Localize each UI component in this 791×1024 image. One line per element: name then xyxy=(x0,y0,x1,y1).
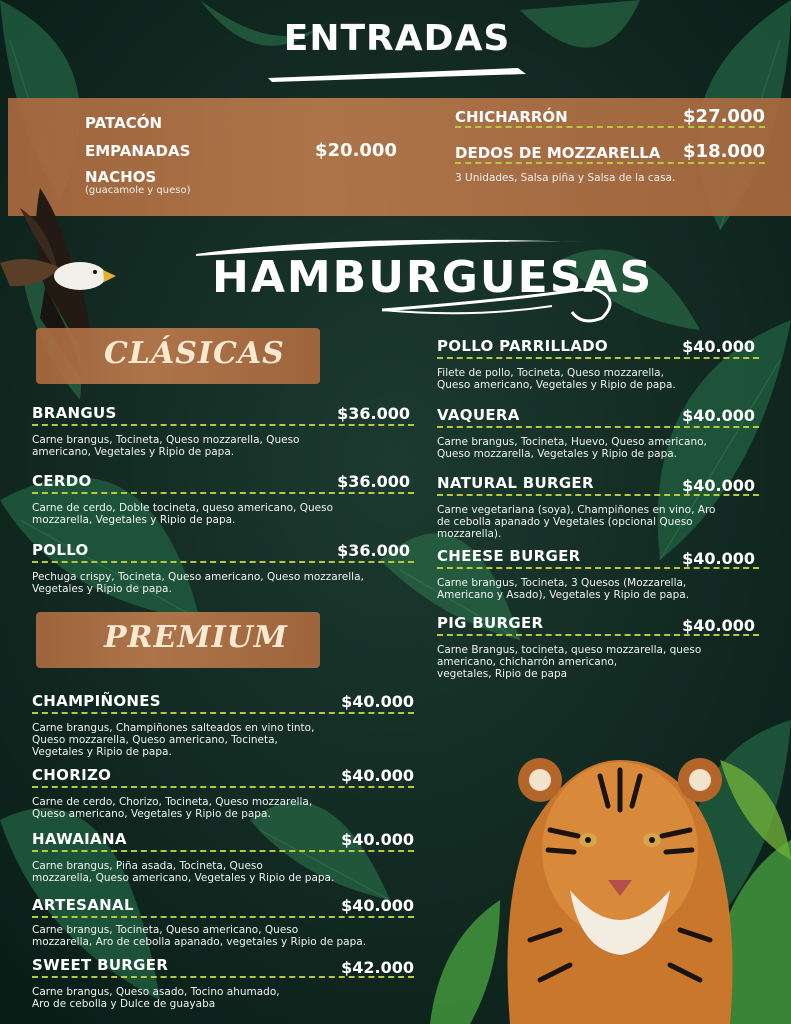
item-desc-line: mozzarella). xyxy=(437,528,502,540)
item-price: $40.000 xyxy=(682,476,755,495)
item-name: CERDO xyxy=(32,472,92,490)
item-name: CHEESE BURGER xyxy=(437,547,581,565)
item-price: $40.000 xyxy=(341,896,414,915)
entrada-item-empanadas: EMPANADAS xyxy=(85,142,191,160)
dash-line xyxy=(437,494,759,496)
item-desc-line: Carne brangus, Tocineta, Huevo, Queso americano, xyxy=(437,436,707,448)
item-desc-line: americano, chicharrón americano, xyxy=(437,656,618,668)
entrada-item-patacon: PATACÓN xyxy=(85,114,163,132)
item-desc-line: Carne brangus, Piña asada, Tocineta, Queso xyxy=(32,860,263,872)
dash-line xyxy=(437,426,759,428)
item-price: $40.000 xyxy=(682,337,755,356)
item-desc-line: mozzarella, Aro de cebolla apanado, vegetales y Ripio de papa. xyxy=(32,936,367,948)
item-price: $36.000 xyxy=(337,404,410,423)
item-desc-line: Carne brangus, Queso asado, Tocino ahumado, xyxy=(32,986,280,998)
dash-line xyxy=(32,424,414,426)
entrada-item-nachos: NACHOS xyxy=(85,168,157,186)
item-desc-line: mozzarella, Vegetales y Ripio de papa. xyxy=(32,514,236,526)
item-desc-line: Queso mozzarella, Queso americano, Tocineta, xyxy=(32,734,278,746)
item-desc-line: mozzarella, Queso americano, Vegetales y Ripio de papa. xyxy=(32,872,335,884)
item-price: $40.000 xyxy=(682,549,755,568)
entrada-price-left: $20.000 xyxy=(315,140,397,161)
dash-line xyxy=(32,561,414,563)
entrada-item-chicharron: CHICHARRÓN xyxy=(455,108,568,126)
item-price: $40.000 xyxy=(682,616,755,635)
dash-line xyxy=(437,567,759,569)
item-price: $40.000 xyxy=(341,692,414,711)
hamburguesas-title: HAMBURGUESAS xyxy=(212,252,654,303)
item-desc-line: Pechuga crispy, Tocineta, Queso americano, Queso mozzarella, xyxy=(32,571,364,583)
item-desc-line: Vegetales y Ripio de papa. xyxy=(32,746,172,758)
dash-line xyxy=(32,976,414,978)
item-name: POLLO PARRILLADO xyxy=(437,337,608,355)
item-desc-line: Carne brangus, Champiñones salteados en vino tinto, xyxy=(32,722,315,734)
item-desc-line: Carne brangus, Tocineta, Queso mozzarella, Queso xyxy=(32,434,300,446)
dash-line xyxy=(437,634,759,636)
item-name: CHAMPIÑONES xyxy=(32,692,161,710)
item-name: HAWAIANA xyxy=(32,830,127,848)
item-name: CHORIZO xyxy=(32,766,112,784)
entrada-price-chicharron: $27.000 xyxy=(683,106,765,127)
item-desc-line: Filete de pollo, Tocineta, Queso mozzarella, xyxy=(437,367,664,379)
dash-line xyxy=(32,916,414,918)
item-desc-line: americano, Vegetales y Ripio de papa. xyxy=(32,446,235,458)
item-name: POLLO xyxy=(32,541,89,559)
item-price: $42.000 xyxy=(341,958,414,977)
left-menu-column xyxy=(32,0,414,1024)
entrada-note-nachos: (guacamole y queso) xyxy=(85,185,191,196)
dash-line xyxy=(437,357,759,359)
item-desc-line: Carne vegetariana (soya), Champiñones en vino, Aro xyxy=(437,504,716,516)
item-name: PIG BURGER xyxy=(437,614,544,632)
item-price: $36.000 xyxy=(337,541,410,560)
entrada-item-dedos-mozzarella: DEDOS DE MOZZARELLA xyxy=(455,144,661,162)
item-price: $40.000 xyxy=(341,766,414,785)
dash-line xyxy=(32,712,414,714)
item-desc-line: de cebolla apanado y Vegetales (opcional Queso xyxy=(437,516,693,528)
item-name: SWEET BURGER xyxy=(32,956,169,974)
item-price: $40.000 xyxy=(341,830,414,849)
item-name: BRANGUS xyxy=(32,404,117,422)
premium-title: PREMIUM xyxy=(104,620,288,655)
item-desc-line: Queso mozzarella, Vegetales y Ripio de papa. xyxy=(437,448,678,460)
entradas-title: ENTRADAS xyxy=(283,18,511,59)
item-desc-line: Carne brangus, Tocineta, Queso americano, Queso xyxy=(32,924,299,936)
item-desc-line: Carne de cerdo, Doble tocineta, queso americano, Queso xyxy=(32,502,334,514)
item-name: NATURAL BURGER xyxy=(437,474,594,492)
item-desc-line: Carne brangus, Tocineta, 3 Quesos (Mozzarella, xyxy=(437,577,687,589)
item-price: $40.000 xyxy=(682,406,755,425)
dash-line xyxy=(32,492,414,494)
item-desc-line: Vegetales y Ripio de papa. xyxy=(32,583,172,595)
item-name: VAQUERA xyxy=(437,406,520,424)
item-name: ARTESANAL xyxy=(32,896,134,914)
tiger-illustration xyxy=(470,740,791,1024)
item-desc-line: Carne de cerdo, Chorizo, Tocineta, Queso mozzarella, xyxy=(32,796,313,808)
item-desc-line: Aro de cebolla y Dulce de guayaba xyxy=(32,998,216,1010)
item-desc-line: Queso americano, Vegetales y Ripio de papa. xyxy=(32,808,271,820)
dash-line xyxy=(32,850,414,852)
item-price: $36.000 xyxy=(337,472,410,491)
entrada-price-dedos-mozzarella: $18.000 xyxy=(683,141,765,162)
item-desc-line: vegetales, Ripio de papa xyxy=(437,668,568,680)
dash-line xyxy=(32,786,414,788)
item-desc-line: Queso americano, Vegetales y Ripio de papa. xyxy=(437,379,676,391)
item-desc-line: Americano y Asado), Vegetales y Ripio de papa. xyxy=(437,589,690,601)
entrada-note-dedos: 3 Unidades, Salsa piña y Salsa de la casa. xyxy=(455,172,676,184)
clasicas-title: CLÁSICAS xyxy=(104,336,285,371)
item-desc-line: Carne Brangus, tocineta, queso mozzarella, queso xyxy=(437,644,702,656)
